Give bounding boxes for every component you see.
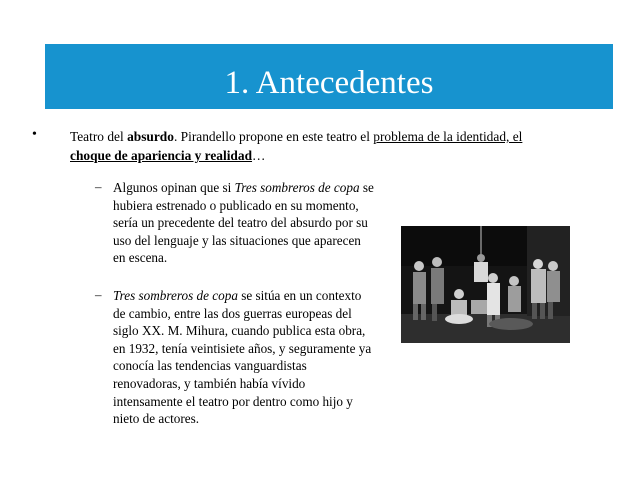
sub-bullet-1-text <box>113 179 375 267</box>
work-title-italic: Tres sombreros de copa <box>234 180 360 195</box>
stage-photo <box>401 226 570 343</box>
bullet-marker: • <box>32 127 37 142</box>
work-title-italic: Tres sombreros de copa <box>113 288 238 303</box>
sub-text-part: se hubiera estrenado o publicado en su momento, sería un precedente del teatro del absurdo por su uso del lenguaje y las situaciones que aparecen en escena. <box>113 180 374 266</box>
main-text-part: Teatro del <box>70 129 128 144</box>
sub-bullet-dash: – <box>95 179 102 194</box>
main-text-underlined-bold: choque de apariencia y realidad <box>70 148 253 163</box>
slide-title: 1. Antecedentes <box>224 65 434 101</box>
sub-text-part: Algunos opinan que si <box>113 180 235 195</box>
stage-photo-image <box>401 226 570 343</box>
sub-bullet-dash: – <box>95 287 102 302</box>
main-text-underlined: problema de la identidad, el <box>373 129 523 144</box>
sub-text-part: se sitúa en un contexto de cambio, entre las dos guerras europeas del siglo XX. M. Mihura, cuando publica esta obra, en 1932, tenía veintisiete años, y seguramente ya conocía las tendencias vanguardistas renovadoras, y también había vívido intensamente el teatro por dentro como hijo y nieto de actores. <box>113 288 372 427</box>
main-text-part: … <box>252 148 266 163</box>
sub-bullet-2-text <box>113 287 375 428</box>
main-bullet-text <box>70 127 590 165</box>
title-bar <box>45 44 613 109</box>
main-text-emphasis: absurdo <box>127 129 174 144</box>
main-text-part: . Pirandello propone en este teatro el <box>173 129 374 144</box>
